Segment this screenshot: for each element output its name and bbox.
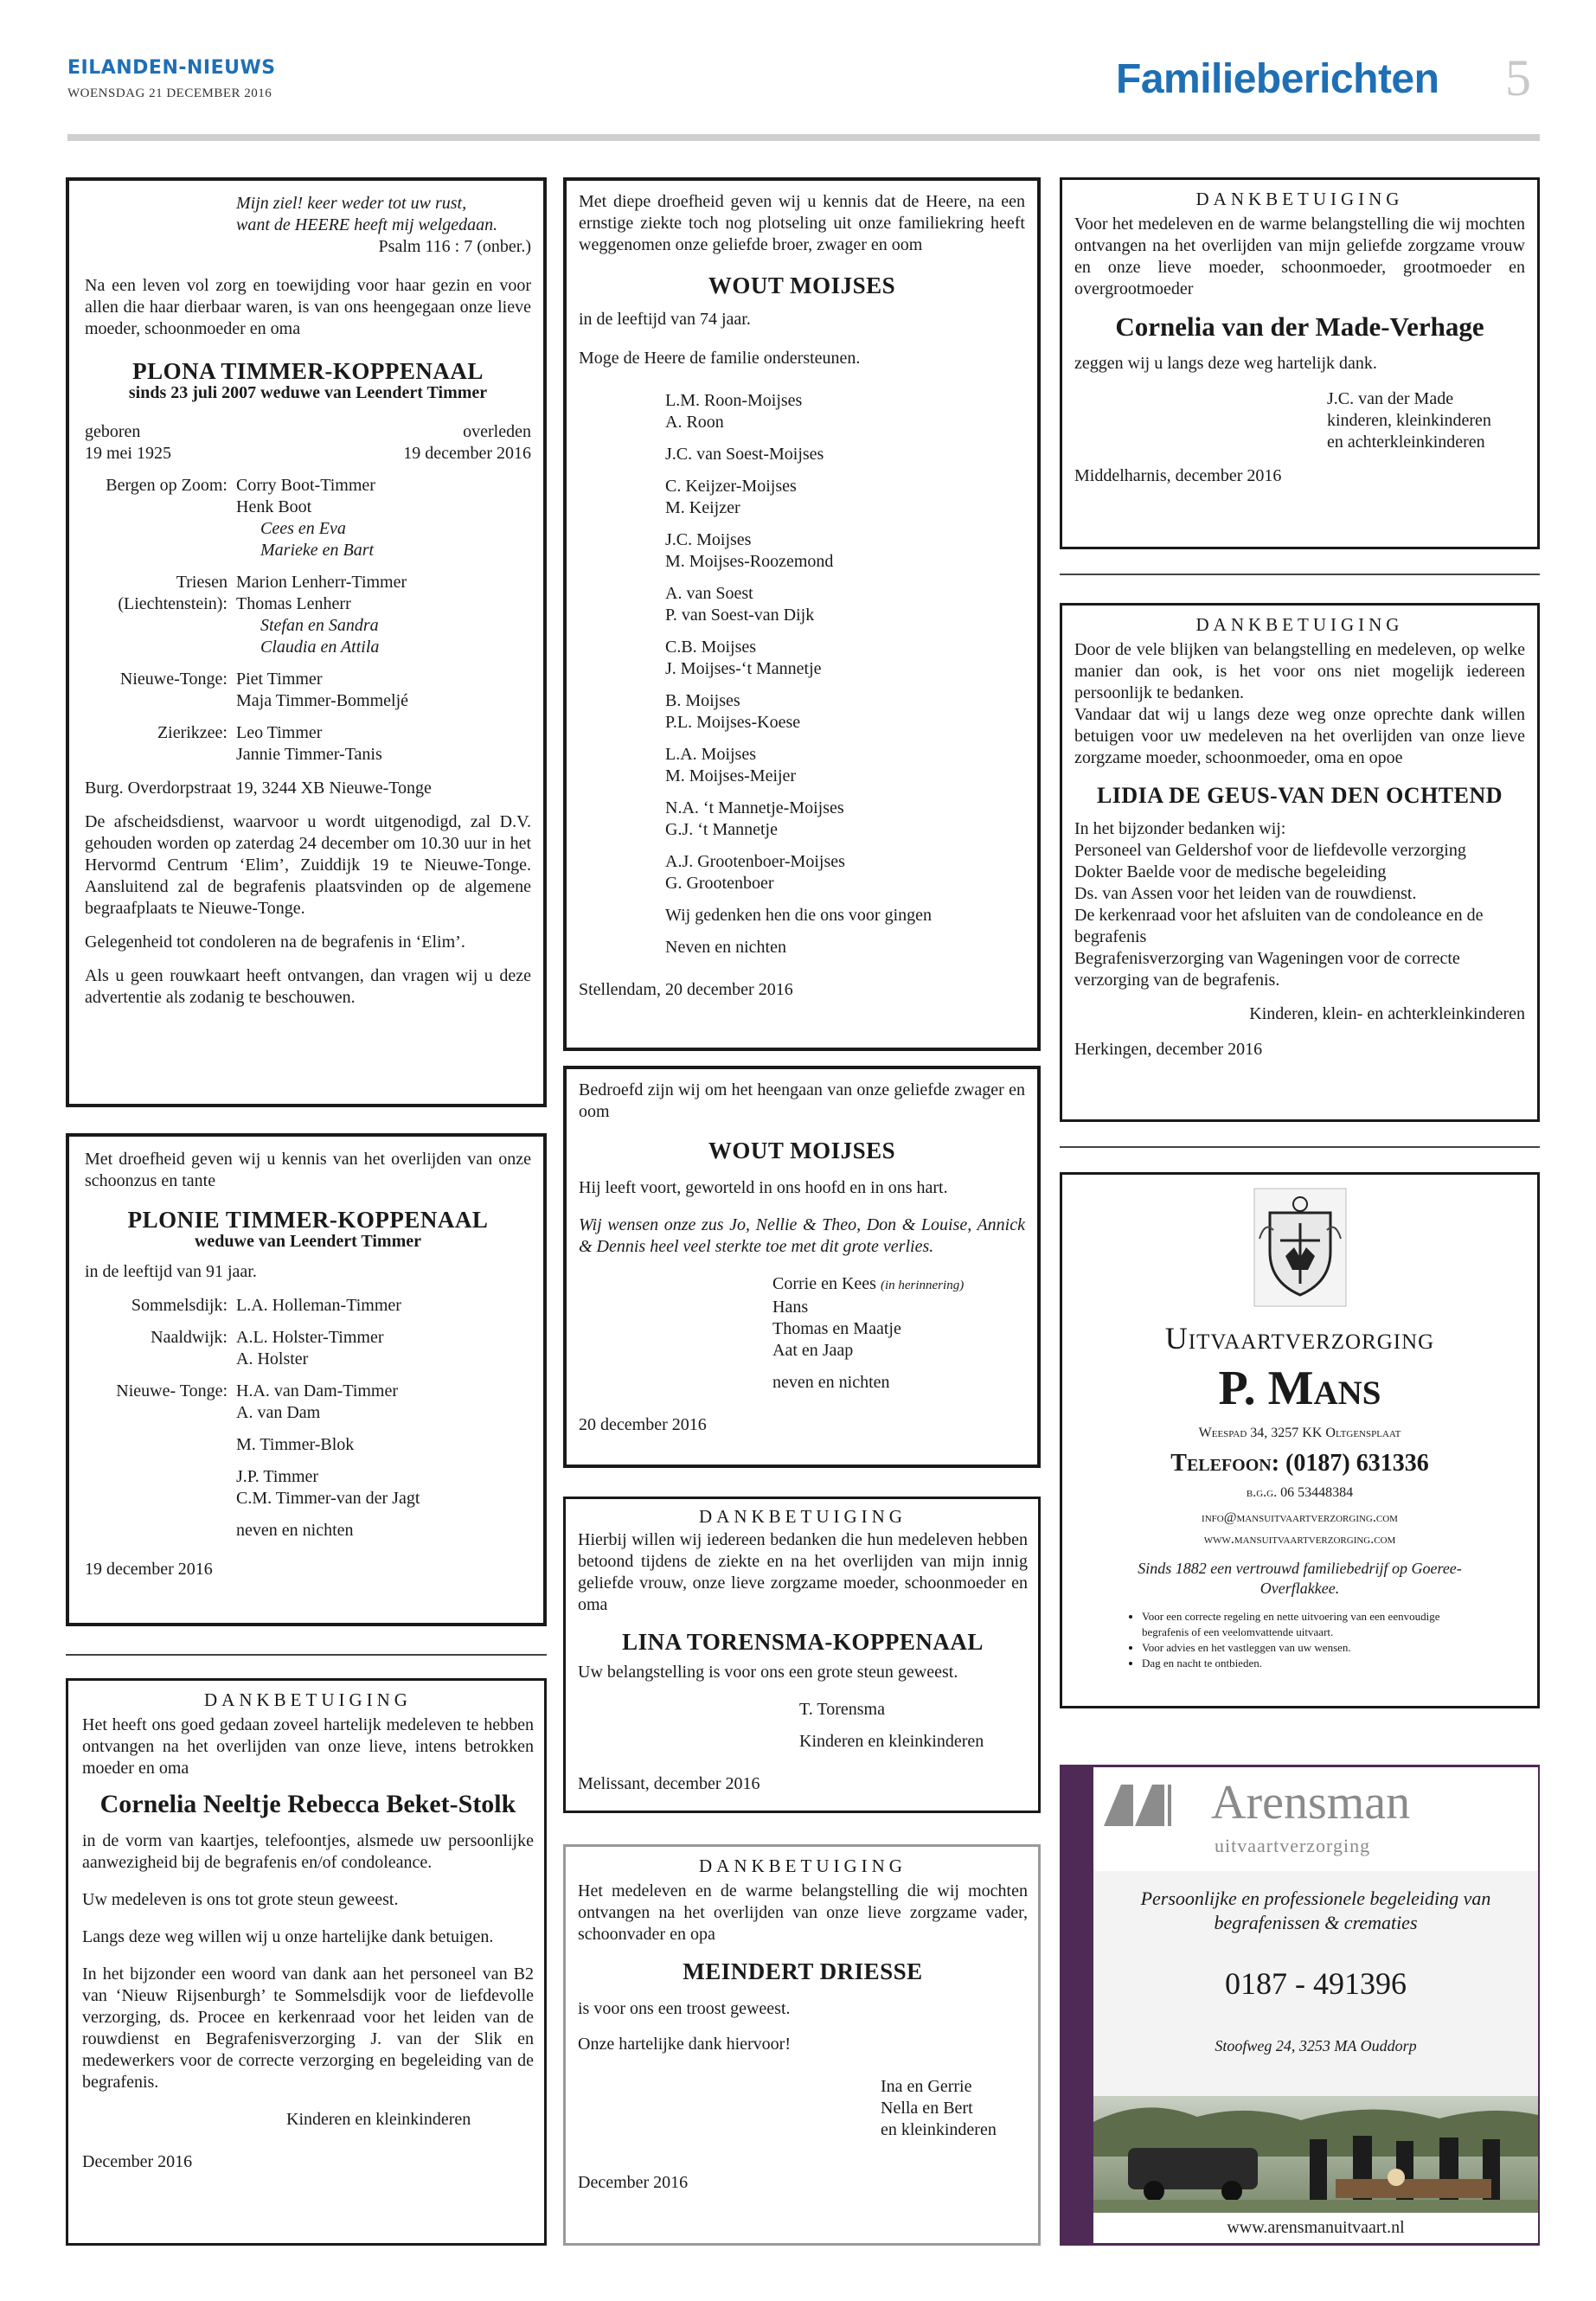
family-member: Maja Timmer-Bommeljé — [236, 691, 409, 710]
service-bullet: • Dag en nacht te ontbieden. — [1142, 1656, 1462, 1671]
family-member: P.L. Moijses-Koese — [665, 713, 801, 732]
thanks-item: Dokter Baelde voor de medische begeleiding — [1074, 862, 1387, 881]
family-group — [665, 390, 1025, 433]
family-place — [85, 1434, 236, 1456]
family-group — [665, 583, 1025, 626]
obituary-wout-moijses-2 — [563, 1066, 1041, 1468]
paragraph: In het bijzonder een woord van dank aan het personeel van B2 van ‘Nieuw Rijsenburgh’ te Sommelsdijk voor de liefdevolle verzorging, ds. Procee en kerkenraad voor het leiden van de rouwdienst en Begrafenisverzorging J. van der Slik en medewerkers voor de correcte verzorging en begeleiding van de begrafenis. — [82, 1965, 534, 2092]
deceased-name: Cornelia Neeltje Rebecca Beket-Stolk — [99, 1790, 516, 1818]
family-place: Nieuwe-Tonge: — [119, 670, 228, 689]
family-group — [665, 690, 1025, 734]
intro-text: Met droefheid geven wij u kennis van het overlijden van onze schoonzus en tante — [85, 1150, 531, 1190]
family-group — [665, 937, 1025, 958]
verse-line: want de HEERE heeft mij welgedaan. — [236, 215, 498, 234]
thanks-heading: DANKBETUIGING — [1195, 189, 1404, 209]
thanks-item: Begrafenisverzorging van Wageningen voor de correcte verzorging van de begrafenis. — [1074, 949, 1460, 990]
family-member: H.A. van Dam-Timmer — [236, 1381, 399, 1400]
intro-text: Bedroefd zijn wij om het heengaan van onze geliefde zwager en oom — [579, 1080, 1025, 1121]
family-member: N.A. ‘t Mannetje-Moijses — [665, 798, 844, 817]
family-row — [85, 722, 531, 766]
thanks-item: De kerkenraad voor het afsluiten van de condoleance en de begrafenis — [1074, 906, 1484, 946]
family-row — [85, 1466, 531, 1509]
signature: Aat en Jaap — [772, 1341, 854, 1360]
family-member: P. van Soest-van Dijk — [665, 606, 815, 625]
funeral-photo-icon — [1093, 2096, 1538, 2213]
family-member: L.A. Holleman-Timmer — [236, 1296, 401, 1315]
paragraph: in de vorm van kaartjes, telefoontjes, alsmede uw persoonlijke aanwezigheid bij de begrafenis en/of condoleance. — [82, 1831, 534, 1872]
deceased-name: LIDIA DE GEUS-VAN DEN OCHTEND — [1096, 783, 1503, 808]
company-address: Weespad 34, 3257 KK Oltgensplaat — [1198, 1426, 1401, 1440]
age-line: in de leeftijd van 74 jaar. — [579, 310, 751, 329]
family-row — [85, 1520, 531, 1541]
intro-text: Het medeleven en de warme belangstelling die wij mochten ontvangen na het overlijden van onze lieve zorgzame vader, schoonvader en opa — [578, 1881, 1028, 1944]
family-row — [85, 475, 531, 561]
family-names — [236, 722, 382, 766]
family-row — [85, 1327, 531, 1370]
family-member: Neven en nichten — [665, 938, 786, 957]
family-group — [665, 444, 1025, 465]
family-member: G. Grootenboer — [665, 874, 774, 893]
family-member: A. Holster — [236, 1349, 309, 1368]
grandchildren: Cees en Eva — [260, 519, 346, 538]
thanks-torensma — [563, 1497, 1041, 1813]
service-bullet: • Voor een correcte regeling en nette uitvoering van een eenvoudige begrafenis of een veelomvattende uitvaart. — [1142, 1609, 1462, 1640]
support-line: Uw belangstelling is voor ons een grote steun geweest. — [578, 1663, 958, 1682]
service-bullets — [1142, 1609, 1462, 1671]
family-row — [85, 669, 531, 712]
service-bullet: • Voor advies en het vastleggen van uw wensen. — [1142, 1640, 1462, 1656]
family-member: Corry Boot-Timmer — [236, 476, 375, 495]
signature: Ina en Gerrie — [881, 2077, 972, 2096]
thanks-line: zeggen wij u langs deze weg hartelijk dank. — [1074, 354, 1377, 373]
arensman-phone: 0187 - 491396 — [1225, 1966, 1407, 2001]
divider — [1060, 1146, 1540, 1148]
family-names — [236, 475, 375, 561]
family-place — [85, 1466, 236, 1509]
family-member: M. Keijzer — [665, 498, 740, 517]
special-thanks-list — [1074, 840, 1525, 991]
thanks-heading: DANKBETUIGING — [699, 1506, 907, 1527]
obituary-plona-timmer — [66, 177, 547, 1107]
family-member: A.L. Holster-Timmer — [236, 1328, 384, 1347]
section-title: Familieberichten — [1116, 56, 1439, 102]
ad-panel — [1093, 1767, 1538, 2243]
intro-text-2: Vandaar dat wij u langs deze weg onze oprechte dank willen betuigen voor uw medeleven na het overlijden van onze lieve zorgzame moeder, schoonmoeder, oma en opoe — [1074, 705, 1525, 767]
family-member: neven en nichten — [236, 1521, 354, 1540]
family-names — [236, 1520, 354, 1541]
verse-line: Mijn ziel! keer weder tot uw rust, — [236, 194, 467, 213]
signature: Kinderen en kleinkinderen — [799, 1732, 984, 1751]
family-group — [665, 905, 1025, 926]
family-row — [85, 572, 531, 658]
card-note: Als u geen rouwkaart heeft ontvangen, dan vragen wij u deze advertentie als zodanig te beschouwen. — [85, 966, 531, 1007]
intro-text: Na een leven vol zorg en toewijding voor haar gezin en voor allen die haar dierbaar waren, is van ons heengegaan onze lieve moeder, schoonmoeder en oma — [85, 276, 531, 338]
family-member: L.A. Moijses — [665, 745, 756, 764]
signature: Kinderen, klein- en achterkleinkinderen — [1249, 1004, 1525, 1023]
family-member: Piet Timmer — [236, 670, 323, 689]
family-names — [236, 572, 407, 658]
signature: en kleinkinderen — [881, 2120, 997, 2139]
obituary-plonie-timmer — [66, 1133, 547, 1626]
company-website[interactable]: www.mansuitvaartverzorging.com — [1203, 1532, 1396, 1547]
thanks-line: Onze hartelijke dank hiervoor! — [578, 2035, 792, 2054]
family-place: Zierikzee: — [157, 723, 228, 742]
arensman-logo — [1102, 1778, 1410, 1828]
thanks-item: Ds. van Assen voor het leiden van de rouwdienst. — [1074, 884, 1417, 903]
ad-arensman — [1060, 1765, 1540, 2246]
signature: Kinderen en kleinkinderen — [286, 2110, 471, 2129]
signature-name: Corrie en Kees — [772, 1274, 876, 1293]
signature: J.C. van der Made — [1327, 389, 1454, 408]
date-line: Herkingen, december 2016 — [1074, 1040, 1263, 1059]
arensman-tagline: Persoonlijke en professionele begeleiding van begrafenissen & crematies — [1140, 1888, 1491, 1933]
family-member: B. Moijses — [665, 691, 740, 710]
divider — [1060, 574, 1540, 575]
family-member: Leo Timmer — [236, 723, 323, 742]
family-member: M. Moijses-Roozemond — [665, 552, 834, 571]
wish-line: Moge de Heere de familie ondersteunen. — [579, 349, 861, 368]
born-label: geboren — [85, 422, 141, 441]
family-group — [665, 637, 1025, 680]
thanks-driesse — [563, 1844, 1041, 2246]
family-group — [665, 744, 1025, 787]
brand-sub: uitvaartverzorging — [1215, 1835, 1371, 1856]
date-line: 19 december 2016 — [85, 1560, 213, 1579]
family-member: J.P. Timmer — [236, 1467, 319, 1486]
deceased-name: WOUT MOIJSES — [708, 1138, 896, 1163]
deceased-name: WOUT MOIJSES — [708, 272, 896, 298]
signatures — [579, 1273, 1025, 1394]
family-names — [236, 1327, 384, 1370]
date-line: December 2016 — [578, 2173, 689, 2192]
family-list — [85, 1295, 531, 1541]
signature — [772, 1273, 1025, 1297]
deceased-name: Cornelia van der Made-Verhage — [1115, 311, 1484, 342]
family-place: Naaldwijk: — [151, 1328, 228, 1347]
intro-text: Het heeft ons goed gedaan zoveel hartelijk medeleven te hebben ontvangen na het overlijden van onze lieve, intens betrokken moeder en oma — [82, 1715, 534, 1778]
company-name: P. Mans — [1218, 1362, 1381, 1415]
deceased-name: PLONIE TIMMER-KOPPENAAL — [127, 1207, 489, 1233]
intro-text: Met diepe droefheid geven wij u kennis dat de Heere, na een ernstige ziekte toch nog plotseling uit onze familiekring heeft weggenomen onze geliefde broer, zwager en oom — [579, 192, 1025, 254]
thanks-item: Personeel van Geldershof voor de liefdevolle verzorging — [1074, 841, 1466, 860]
signature: en achterkleinkinderen — [1327, 433, 1485, 452]
family-row — [85, 1381, 531, 1424]
remembrance-line: Hij leeft voort, geworteld in ons hoofd en in ons hart. — [579, 1178, 948, 1197]
condolence-info: Gelegenheid tot condoleren na de begrafenis in ‘Elim’. — [85, 933, 465, 952]
company-phone: Telefoon: (0187) 631336 — [1170, 1450, 1429, 1477]
company-alt-phone: b.g.g. 06 53448384 — [1246, 1485, 1354, 1500]
masthead — [67, 49, 1538, 140]
family-group — [665, 851, 1025, 894]
paragraph: Langs deze weg willen wij u onze hartelijke dank betuigen. — [82, 1927, 494, 1946]
family-place: Bergen op Zoom: — [106, 476, 228, 495]
deceased-subtitle: sinds 23 juli 2007 weduwe van Leendert Timmer — [128, 383, 488, 402]
family-member: J.C. Moijses — [665, 530, 752, 549]
arensman-address: Stoofweg 24, 3253 MA Ouddorp — [1215, 2037, 1417, 2054]
family-row — [85, 1434, 531, 1456]
company-tagline: Sinds 1882 een vertrouwd familiebedrijf op Goeree-Overflakkee. — [1138, 1560, 1462, 1597]
family-member: A. van Soest — [665, 584, 753, 603]
obituary-wout-moijses — [563, 177, 1041, 1051]
date-line: December 2016 — [82, 2152, 193, 2171]
dates — [85, 421, 531, 465]
family-names — [236, 1381, 398, 1424]
signature: kinderen, kleinkinderen — [1327, 411, 1491, 430]
family-names — [236, 1466, 420, 1509]
family-member: Thomas Lenherr — [236, 594, 351, 613]
family-member: Jannie Timmer-Tanis — [236, 745, 382, 764]
family-member: Wij gedenken hen die ons voor gingen — [665, 906, 933, 925]
special-thanks-label: In het bijzonder bedanken wij: — [1074, 819, 1286, 838]
deceased-subtitle: weduwe van Leendert Timmer — [194, 1232, 421, 1251]
family-place: Triesen (Liechtenstein): — [118, 573, 228, 613]
family-member: A. Roon — [665, 413, 724, 432]
family-list — [85, 475, 531, 766]
family-group — [665, 529, 1025, 573]
divider — [66, 1654, 547, 1656]
family-member: C. Keijzer-Moijses — [665, 477, 797, 496]
family-place — [85, 1520, 236, 1541]
family-list — [579, 390, 1025, 958]
died-date: 19 december 2016 — [403, 444, 531, 463]
family-member: C.M. Timmer-van der Jagt — [236, 1489, 420, 1508]
died-label: overleden — [463, 422, 531, 441]
family-member: J.C. van Soest-Moijses — [665, 445, 824, 464]
family-member: J. Moijses-‘t Mannetje — [665, 659, 822, 678]
grandchildren: Marieke en Bart — [260, 541, 375, 560]
header-rule — [67, 134, 1540, 141]
date-line: Middelharnis, december 2016 — [1074, 466, 1282, 485]
signature: T. Torensma — [799, 1700, 885, 1719]
family-member: L.M. Roon-Moijses — [665, 391, 803, 410]
issue-date: WOENSDAG 21 DECEMBER 2016 — [67, 87, 272, 100]
intro-text: Voor het medeleven en de warme belangstelling die wij mochten ontvangen na het overlijden van mijn geliefde zorgzame vrouw en onze lieve moeder, schoonmoeder, grootmoeder en overgrootmoeder — [1074, 215, 1525, 298]
family-names — [236, 669, 408, 712]
comfort-line: is voor ons een troost geweest. — [578, 1999, 791, 2018]
grandchildren: Stefan en Sandra — [260, 616, 379, 635]
date-line: 20 december 2016 — [579, 1415, 707, 1434]
date-line: Stellendam, 20 december 2016 — [579, 980, 793, 999]
signature: Hans — [772, 1298, 809, 1317]
family-names — [236, 1434, 354, 1456]
address: Burg. Overdorpstraat 19, 3244 XB Nieuwe-Tonge — [85, 779, 432, 798]
deceased-name: PLONA TIMMER-KOPPENAAL — [132, 358, 484, 384]
coat-of-arms-icon — [1253, 1187, 1348, 1308]
thanks-de-geus — [1060, 603, 1540, 1122]
paper-logo: EILANDEN-NIEUWS — [67, 57, 276, 79]
arensman-website[interactable]: www.arensmanuitvaart.nl — [1227, 2218, 1405, 2237]
family-place: Nieuwe- Tonge: — [116, 1381, 228, 1400]
family-member: Marion Lenherr-Timmer — [236, 573, 407, 592]
company-email[interactable]: info@mansuitvaartverzorging.com — [1202, 1510, 1398, 1525]
family-member: A. van Dam — [236, 1403, 321, 1422]
thanks-van-der-made — [1060, 177, 1540, 549]
family-group — [665, 476, 1025, 519]
thanks-heading: DANKBETUIGING — [204, 1689, 412, 1710]
family-member: C.B. Moijses — [665, 638, 757, 657]
signature: neven en nichten — [772, 1373, 890, 1392]
thanks-heading: DANKBETUIGING — [699, 1856, 907, 1876]
arensman-mark-icon — [1102, 1779, 1206, 1828]
family-names — [236, 1295, 401, 1317]
intro-text: Door de vele blijken van belangstelling en medeleven, op welke manier dan ook, is het voor ons niet mogelijk iedereen persoonlijk te bedanken. — [1074, 640, 1525, 702]
deceased-name: LINA TORENSMA-KOPPENAAL — [622, 1629, 984, 1655]
wish-text: Wij wensen onze zus Jo, Nellie & Theo, Don & Louise, Annick & Dennis heel veel sterkte toe met dit grote verlies. — [579, 1215, 1025, 1256]
family-member: A.J. Grootenboer-Moijses — [665, 852, 845, 871]
thanks-heading: DANKBETUIGING — [1195, 614, 1404, 635]
born-date: 19 mei 1925 — [85, 444, 171, 463]
page-number: 5 — [1505, 49, 1531, 106]
service-info: De afscheidsdienst, waarvoor u wordt uitgenodigd, zal D.V. gehouden worden op zaterdag 24 december om 10.30 uur in het Hervormd Centrum ‘Elim’, Zuiddijk 19 te Nieuwe-Tonge. Aansluitend zal de begrafenis plaatsvinden op de algemene begraafplaats te Nieuwe-Tonge. — [85, 812, 531, 918]
family-member: Henk Boot — [236, 497, 312, 516]
grandchildren: Claudia en Attila — [260, 638, 380, 657]
date-line: Melissant, december 2016 — [578, 1774, 760, 1793]
company-title: Uitvaartverzorging — [1164, 1321, 1435, 1356]
paragraph: Uw medeleven is ons tot grote steun geweest. — [82, 1890, 399, 1909]
family-place: Sommelsdijk: — [131, 1296, 228, 1315]
family-member: M. Timmer-Blok — [236, 1435, 355, 1454]
verse-reference: Psalm 116 : 7 (onber.) — [378, 237, 531, 256]
brand-name: Arensman — [1211, 1776, 1411, 1830]
family-row — [85, 1295, 531, 1317]
signature: Thomas en Maatje — [772, 1319, 901, 1338]
age-line: in de leeftijd van 91 jaar. — [85, 1262, 257, 1281]
signatures — [1074, 388, 1525, 453]
family-group — [665, 798, 1025, 841]
family-member: M. Moijses-Meijer — [665, 766, 797, 785]
ad-mans-uitvaart — [1060, 1172, 1540, 1708]
signatures — [578, 2076, 1028, 2141]
thanks-beket-stolk — [66, 1678, 547, 2246]
family-member: G.J. ‘t Mannetje — [665, 820, 778, 839]
signature: Nella en Bert — [881, 2099, 973, 2118]
intro-text: Hierbij willen wij iedereen bedanken die hun medeleven hebben betoond tijdens de ziekte en na het overlijden van mijn innig geliefde vrouw, onze lieve zorgzame moeder, schoonmoeder en oma — [578, 1530, 1028, 1614]
deceased-name: MEINDERT DRIESSE — [683, 1958, 923, 1984]
signature-note: (in herinnering) — [880, 1279, 965, 1292]
